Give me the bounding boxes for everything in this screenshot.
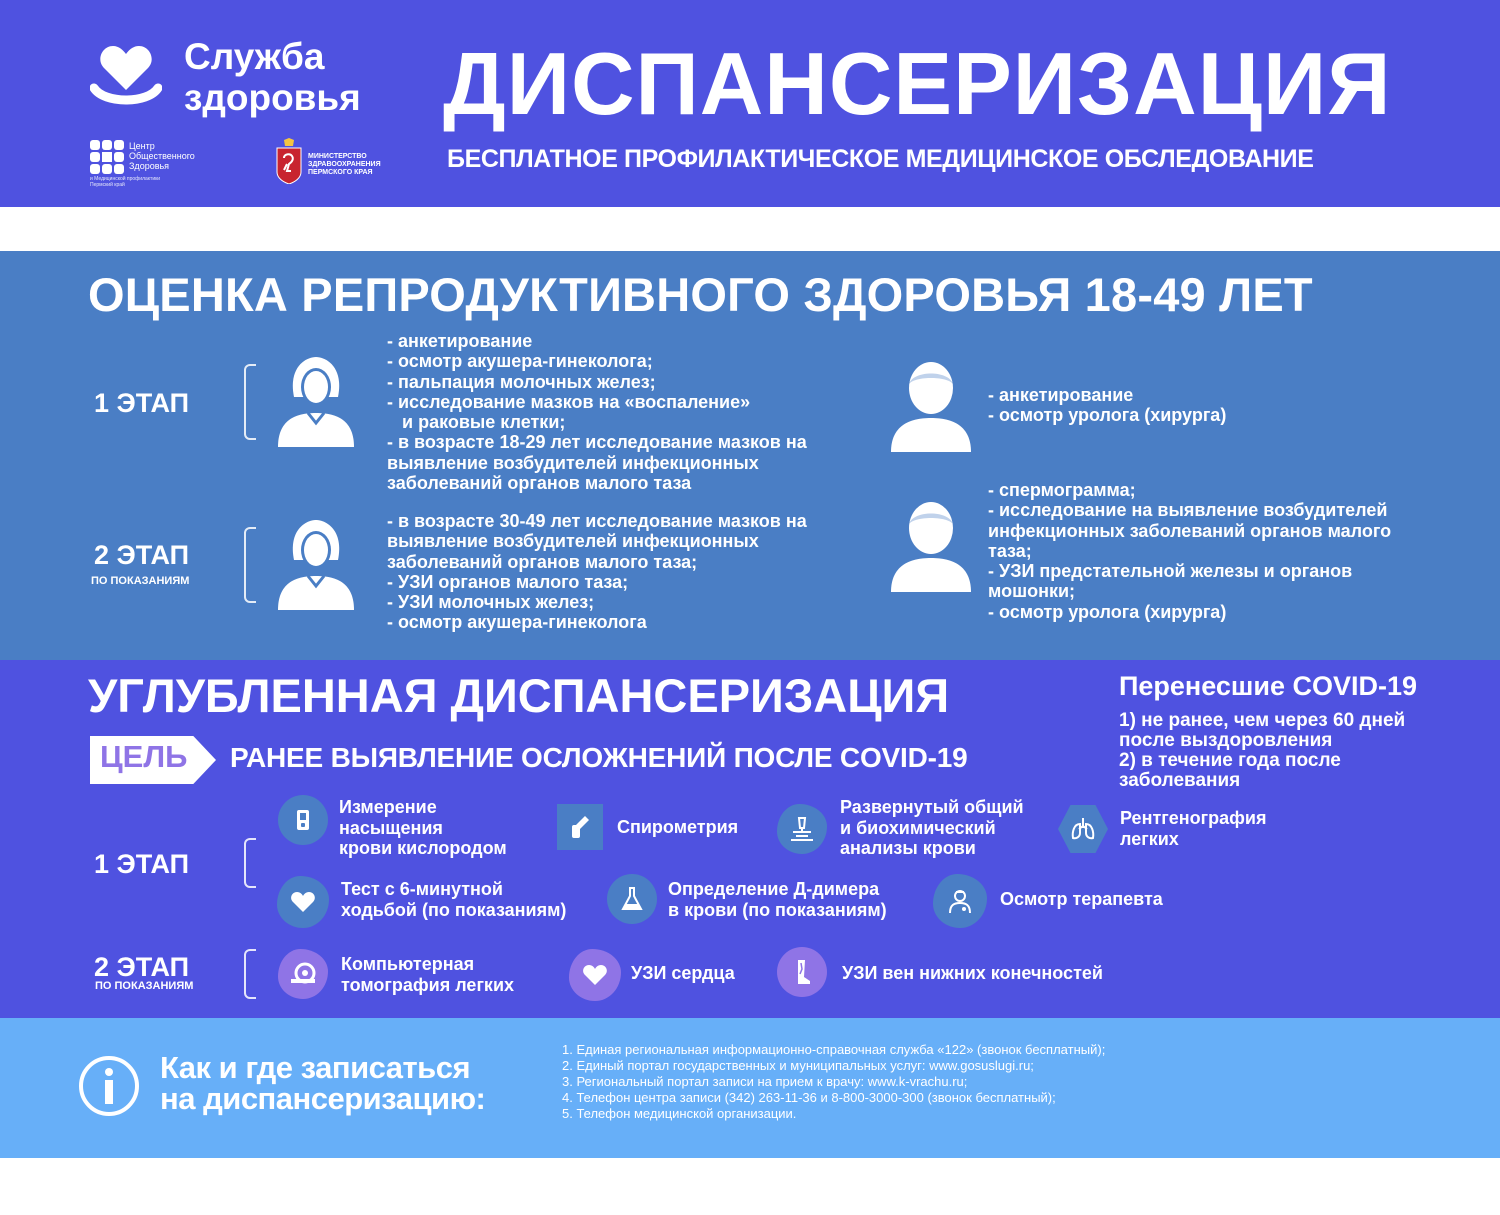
list-item: - осмотр уролога (хирурга) bbox=[988, 405, 1227, 426]
list-item: - осмотр акушера-гинеколога bbox=[387, 612, 647, 633]
page-title: ДИСПАНСЕРИЗАЦИЯ bbox=[443, 34, 1392, 133]
ministry-line-1: МИНИСТЕРСТВО bbox=[308, 153, 367, 160]
stage1-bracket bbox=[244, 838, 256, 888]
page-subtitle: БЕСПЛАТНОЕ ПРОФИЛАКТИЧЕСКОЕ МЕДИЦИНСКОЕ ОБСЛЕДОВАНИЕ bbox=[447, 145, 1314, 173]
list-item: - осмотр уролога (хирурга) bbox=[988, 601, 1227, 622]
in-depth-section-title: УГЛУБЛЕННАЯ ДИСПАНСЕРИЗАЦИЯ bbox=[88, 669, 950, 722]
list-item: таза; bbox=[988, 540, 1032, 561]
list-item: 2. Единый портал государственных и муниципальных услуг: www.gosuslugi.ru; bbox=[562, 1058, 1034, 1073]
brand-line-1: Служба bbox=[184, 36, 325, 77]
list-item: 4. Телефон центра записи (342) 263-11-36 и 8-800-3000-300 (звонок бесплатный); bbox=[562, 1090, 1056, 1105]
in-depth-stage1-label: 1 ЭТАП bbox=[94, 849, 190, 879]
reproductive-stage1-label: 1 ЭТАП bbox=[94, 388, 190, 418]
list-item: - пальпация молочных желез; bbox=[387, 371, 656, 392]
list-item: 2) в течение года после bbox=[1119, 750, 1341, 771]
ministry-line-3: ПЕРМСКОГО КРАЯ bbox=[308, 169, 373, 176]
signup-heading-line-1: Как и где записаться bbox=[160, 1050, 471, 1085]
procedure-xray bbox=[1120, 808, 1266, 849]
ministry-name bbox=[308, 153, 398, 177]
stage1-bracket bbox=[244, 364, 256, 440]
list-item: и раковые клетки; bbox=[387, 412, 566, 433]
list-item: инфекционных заболеваний органов малого bbox=[988, 520, 1392, 541]
in-depth-stage2-label: 2 ЭТАП bbox=[94, 952, 190, 982]
public-health-center-logo-icon bbox=[90, 140, 126, 176]
procedure-oxygen bbox=[339, 797, 507, 859]
procedure-line: Определение Д-димера bbox=[668, 879, 880, 899]
procedure-blood bbox=[840, 797, 1024, 859]
procedure-line: легких bbox=[1120, 828, 1179, 849]
brand-line-2: здоровья bbox=[184, 77, 361, 118]
list-item: - в возрасте 18-29 лет исследование мазков на bbox=[387, 432, 807, 453]
list-item: - УЗИ органов малого таза; bbox=[387, 571, 629, 592]
list-item: - спермограмма; bbox=[988, 480, 1136, 500]
list-item: - УЗИ молочных желез; bbox=[387, 592, 595, 613]
male-stage1-list bbox=[988, 385, 1226, 426]
procedure-walk-test bbox=[341, 879, 566, 920]
female-stage2-list bbox=[387, 511, 807, 633]
procedure-line: насыщения bbox=[339, 817, 443, 838]
list-item: - в возрасте 30-49 лет исследование мазков на bbox=[387, 511, 807, 531]
list-item: после выздоровления bbox=[1119, 730, 1333, 751]
list-item: заболевания bbox=[1119, 770, 1241, 791]
list-item: - анкетирование bbox=[988, 385, 1134, 405]
goal-label: ЦЕЛЬ bbox=[100, 739, 188, 774]
procedure-line: Тест с 6-минутной bbox=[341, 879, 503, 899]
list-item: - УЗИ предстательной железы и органов bbox=[988, 561, 1353, 582]
procedure-veins-us bbox=[842, 963, 1103, 984]
reproductive-section-title: ОЦЕНКА РЕПРОДУКТИВНОГО ЗДОРОВЬЯ 18-49 ЛЕТ bbox=[88, 268, 1313, 321]
list-item: 1) не ранее, чем через 60 дней bbox=[1119, 710, 1406, 731]
flask-icon bbox=[607, 874, 657, 924]
signup-sources-list bbox=[562, 1042, 1105, 1122]
procedure-line: томография легких bbox=[341, 974, 515, 995]
cpublic-line-2: Общественного bbox=[129, 151, 195, 161]
procedure-line: и биохимический bbox=[840, 817, 996, 838]
stage2-bracket bbox=[244, 949, 256, 999]
procedure-ct bbox=[341, 954, 514, 995]
heart-logo-icon bbox=[90, 38, 162, 110]
brand-name bbox=[184, 36, 424, 118]
procedure-line: в крови (по показаниям) bbox=[668, 899, 887, 920]
procedure-ddimer bbox=[668, 879, 887, 920]
procedure-heart-us bbox=[631, 963, 735, 984]
reproductive-stage2-label: 2 ЭТАП bbox=[94, 540, 190, 570]
in-depth-stage2-note: ПО ПОКАЗАНИЯМ bbox=[95, 980, 194, 992]
list-item: - анкетирование bbox=[387, 331, 533, 351]
list-item: - осмотр акушера-гинеколога; bbox=[387, 351, 653, 372]
procedure-line: анализы крови bbox=[840, 838, 976, 858]
list-item: 3. Региональный портал записи на прием к врачу: www.k-vrachu.ru; bbox=[562, 1074, 968, 1089]
ministry-line-2: ЗДРАВООХРАНЕНИЯ bbox=[308, 161, 381, 168]
pulse-oximeter-icon bbox=[278, 795, 328, 845]
leg-icon bbox=[777, 947, 827, 997]
list-item: заболеваний органов малого таза bbox=[387, 473, 692, 494]
cpublic-small-2: Пермский край bbox=[90, 182, 125, 188]
procedure-line: УЗИ сердца bbox=[631, 963, 735, 983]
procedure-line: Осмотр терапевта bbox=[1000, 889, 1163, 909]
procedure-line: Спирометрия bbox=[617, 817, 739, 837]
woman-icon bbox=[274, 520, 358, 610]
public-health-center-name bbox=[129, 141, 239, 171]
cpublic-line-1: Центр bbox=[129, 141, 155, 151]
goal-text: РАНЕЕ ВЫЯВЛЕНИЕ ОСЛОЖНЕНИЙ ПОСЛЕ COVID-19 bbox=[230, 742, 968, 773]
cpublic-line-3: Здоровья bbox=[129, 161, 170, 171]
stage2-bracket bbox=[244, 527, 256, 603]
perm-coat-of-arms-icon bbox=[275, 138, 303, 184]
procedure-line: крови кислородом bbox=[339, 838, 507, 858]
woman-icon bbox=[274, 357, 358, 447]
info-icon bbox=[78, 1055, 140, 1117]
reproductive-stage2-note: ПО ПОКАЗАНИЯМ bbox=[91, 575, 190, 587]
procedure-line: Рентгенография bbox=[1120, 808, 1267, 828]
procedure-spirometry bbox=[617, 817, 738, 838]
signup-heading bbox=[160, 1052, 485, 1114]
public-health-center-subtext bbox=[90, 176, 220, 188]
list-item: выявление возбудителей инфекционных bbox=[387, 452, 759, 473]
procedure-line: ходьбой (по показаниям) bbox=[341, 899, 567, 920]
procedure-line: Компьютерная bbox=[341, 954, 475, 974]
procedure-line: Измерение bbox=[339, 797, 437, 817]
list-item: мошонки; bbox=[988, 581, 1076, 602]
list-item: 1. Единая региональная информационно-справочная служба «122» (звонок бесплатный); bbox=[562, 1042, 1106, 1057]
cpublic-small-1: и Медицинской профилактики bbox=[90, 176, 161, 182]
list-item: - исследование на выявление возбудителей bbox=[988, 500, 1388, 521]
male-stage2-list bbox=[988, 480, 1391, 622]
list-item: 5. Телефон медицинской организации. bbox=[562, 1106, 797, 1121]
list-item: выявление возбудителей инфекционных bbox=[387, 531, 759, 552]
signup-heading-line-2: на диспансеризацию: bbox=[160, 1081, 486, 1116]
list-item: - исследование мазков на «воспаление» bbox=[387, 391, 751, 412]
spirometer-icon bbox=[557, 804, 603, 850]
man-icon bbox=[889, 502, 973, 592]
covid-conditions bbox=[1119, 711, 1405, 791]
procedure-line: УЗИ вен нижних конечностей bbox=[842, 963, 1103, 983]
procedure-line: Развернутый общий bbox=[840, 797, 1024, 817]
female-stage1-list bbox=[387, 331, 807, 493]
procedure-therapist bbox=[1000, 889, 1163, 910]
list-item: заболеваний органов малого таза; bbox=[387, 551, 698, 572]
man-icon bbox=[889, 362, 973, 452]
covid-title: Перенесшие COVID-19 bbox=[1119, 671, 1418, 701]
